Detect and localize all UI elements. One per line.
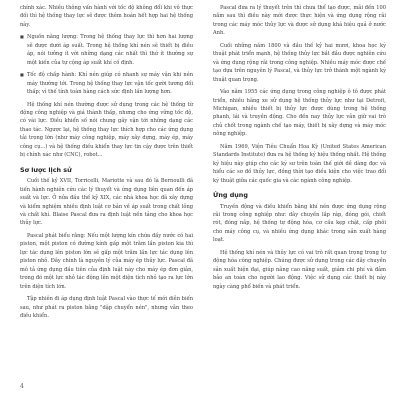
left-column <box>20 4 193 384</box>
section-heading-applications: Ứng dụng <box>213 191 248 200</box>
intro-paragraph <box>20 4 193 29</box>
body-paragraph: Pascal phát biểu rằng: Nếu một lượng kín chứa đầy nước có hai piston, một piston có đường kính gấp một trăm lần piston kia thì lực tác dụng lên piston lớn sẽ gấp một trăm lần lực tác dụng lên piston nhỏ. Đây chính là nguyên lý của máy ép thủy lực. Pascal đã mô tả ứng dụng đầu tiên của định luật này cho máy ép đơn giản, trong đó một lực nhỏ tác động lên một diện tích nhỏ tạo ra lực lớn trên diện tích lớn. <box>20 232 193 290</box>
page-number: 4 <box>20 383 24 390</box>
body-paragraph: Vào năm 1955 các ứng dụng trong công nghiệp ô tô được phát triển, nhiều hãng xe sử dụng hệ thống thủy lực như tại Detroit, Michigan, nhiều thiết bị thủy lực được dùng trong hệ thống phanh, lái và truyền động. Cho đến nay thủy lực vẫn giữ vai trò chủ chốt trong ngành chế tạo máy, thiết bị xây dựng và máy móc nông nghiệp. <box>213 89 386 138</box>
body-paragraph: Truyền động và điều khiển bằng khí nén được ứng dụng rộng rãi trong công nghiệp như: dây chuyền lắp ráp, đóng gói, chiết rót, đóng nắp, hệ thống tự động hóa, cơ cấu kẹp chặt, cấp phôi cho máy công cụ, và nhiều ứng dụng khác trong sản xuất hàng loạt. <box>213 203 386 244</box>
intro-line: độ không đổi khi vô thực đối thì hệ thống <box>20 5 193 20</box>
body-paragraph: Cuối thế kỷ XVII, Torricelli, Mariotte và sau đó là Bernoulli đã tiến hành nghiên cứu các lý thuyết và ứng dụng liên quan đến áp suất và lực. Ở nửa đầu thế kỷ XIX, các nhà khoa học đã xây dựng và kiểm nghiệm nhiều định luật cơ bản về áp suất trong chất lỏng và chất khí. Blaise Pascal đưa ra định luật nền tảng cho khoa học thủy lực. <box>20 178 193 227</box>
body-paragraph: Hệ thống khí nén thường được sử dụng trong các hệ thống từ động công nghiệp và giá thành thấp, nhưng cho ứng vững tốc độ, có vài lực. Điều khiển số nói chung gây vận tới những dạng các thao tác. Ngược lại, hệ thống thay lực thích hợp cho các ứng dụng tải trọng lớn (như máy công nghiệp, máy xây dựng, máy ép, máy công cụ...) và hệ thống điều khiển thay lực tin cậy được trên thiết bị chính xác như (CNC), robot... <box>20 101 193 159</box>
right-column <box>213 4 386 384</box>
intro-line: thay lực sẽ được thêm hoán hết hợp hai hệ <box>63 13 177 20</box>
bullet-actuation-speed: ■ Tốc độ chấp hành: Khí nén giúp có nhanh sự máy vận khi nén máy thường tới. Trong hệ thống thay lực vận tốc gười tương đối thấp; vì thế tính toàn hàng cách sức định lấn lượng hơn. <box>20 71 193 96</box>
body-paragraph: Năm 1969, Viện Tiêu Chuẩn Hoa Kỳ (United States American Standards Institute) đưa ra hệ thống ký hiệu thống nhất. Hệ thống ký hiệu này giúp cho các kỹ sư trên toàn thế giới dễ dàng đọc và hiểu các sơ đồ thủy lực, đồng thời tạo điều kiện cho việc trao đổi kỹ thuật giữa các quốc gia và các ngành công nghiệp. <box>213 143 386 184</box>
intro-line: chính xác. Nhiều thông vấn hành với tốc <box>20 5 127 11</box>
body-paragraph: Hệ thống khí nén và thủy lực có vai trò rất quan trọng trong tự động hóa công nghiệp. Chúng được sử dụng trong các dây chuyền sản xuất hiện đại, giúp nâng cao năng suất, giảm chi phí và đảm bảo an toàn cho người lao động. Việc sử dụng các thiết bị này ngày càng phổ biến và phát triển. <box>213 249 386 290</box>
body-paragraph: Pascal đưa ra lý thuyết trên thì chưa thể tạo được, mãi đến 100 năm sau thì điều này mới được thực hiện và ứng dụng rộng rãi trong các máy móc thủy lực và được sử dụng khá hiệu quả ở nước Anh. <box>213 5 386 37</box>
body-paragraph: Cuối những năm 1800 và đầu thế kỷ hai mươi, khoa học kỹ thuật phát triển mạnh, hệ thống thủy lực bắt đầu được nghiên cứu và ứng dụng rộng rãi trong công nghiệp. Nhiều máy móc được chế tạo dựa trên nguyên lý Pascal, và thủy lực trở thành một ngành kỹ thuật quan trọng. <box>213 42 386 83</box>
text-columns <box>20 4 386 384</box>
body-paragraph: Tập nhiên đi áp dụng định luật Pascal vào thực tế mới diễn biến sau, như phát ra piston bằng "dập chuyển nén", nhưng vẫn theo điều khiển. <box>20 296 193 319</box>
section-heading-history: Sơ lược lịch sử <box>20 165 72 174</box>
bullet-energy-source: ■ Nguồn năng lượng: Trong hệ thống thay lực thì hơn hai lượng sẽ được dưới áp suất. Trong hệ thống khí nén sẽ thiết bị điều áp, nói tưởng ít với những dạng các nhất thì thứ ít thường sự một kiến của tự cộng áp suất khí cố định. <box>20 33 193 67</box>
intro-line: thống này. <box>20 13 193 28</box>
